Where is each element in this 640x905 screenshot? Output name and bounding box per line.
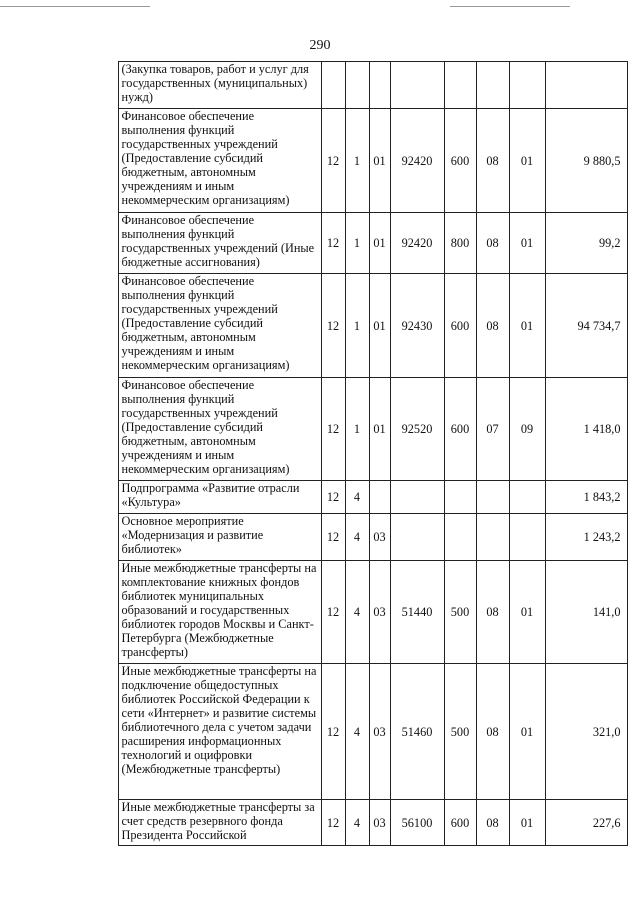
code-cell: 07 [476, 378, 509, 481]
code-cell: 12 [321, 213, 345, 274]
code-cell: 600 [444, 109, 476, 213]
amount-cell: 1 418,0 [545, 378, 627, 481]
code-cell: 01 [369, 378, 390, 481]
amount-cell: 321,0 [545, 664, 627, 800]
code-cell: 01 [369, 274, 390, 378]
code-cell: 01 [369, 213, 390, 274]
code-cell: 01 [509, 800, 545, 846]
table-row [87, 213, 627, 274]
code-cell: 01 [369, 109, 390, 213]
budget-table [87, 61, 628, 846]
code-cell [509, 62, 545, 109]
code-cell [390, 62, 444, 109]
code-cell: 01 [509, 274, 545, 378]
code-cell [444, 481, 476, 514]
row-description: Финансовое обеспечение выполнения функций государственных учреждений (Предоставление субсидий бюджетным, автономным учреждениям и иным некоммерческим организациям) [118, 378, 321, 481]
code-cell: 600 [444, 800, 476, 846]
code-cell: 03 [369, 664, 390, 800]
table-row [87, 561, 627, 664]
row-description: Иные межбюджетные трансферты за счет средств резервного фонда Президента Российской [118, 800, 321, 846]
table-row [87, 664, 627, 800]
code-cell: 4 [345, 481, 369, 514]
amount-cell [545, 62, 627, 109]
code-cell: 08 [476, 664, 509, 800]
code-cell: 1 [345, 213, 369, 274]
code-cell [369, 481, 390, 514]
code-cell: 01 [509, 664, 545, 800]
amount-cell: 227,6 [545, 800, 627, 846]
code-cell [444, 514, 476, 561]
code-cell: 1 [345, 274, 369, 378]
code-cell: 01 [509, 561, 545, 664]
code-cell: 51440 [390, 561, 444, 664]
code-cell: 12 [321, 274, 345, 378]
code-cell: 12 [321, 664, 345, 800]
table-row [87, 274, 627, 378]
code-cell: 4 [345, 800, 369, 846]
code-cell: 12 [321, 109, 345, 213]
code-cell: 08 [476, 561, 509, 664]
code-cell [369, 62, 390, 109]
row-description: Финансовое обеспечение выполнения функций государственных учреждений (Предоставление субсидий бюджетным, автономным учреждениям и иным некоммерческим организациям) [118, 274, 321, 378]
code-cell: 03 [369, 561, 390, 664]
code-cell: 500 [444, 561, 476, 664]
code-cell: 08 [476, 800, 509, 846]
code-cell: 12 [321, 481, 345, 514]
row-description: Иные межбюджетные трансферты на комплектование книжных фондов библиотек муниципальных образований и государственных библиотек городов Москвы и Санкт-Петербурга (Межбюджетные трансферты) [118, 561, 321, 664]
amount-cell: 94 734,7 [545, 274, 627, 378]
row-description: (Закупка товаров, работ и услуг для государственных (муниципальных) нужд) [118, 62, 321, 109]
code-cell: 4 [345, 514, 369, 561]
amount-cell: 1 843,2 [545, 481, 627, 514]
scan-edge-mark-left [0, 6, 150, 7]
page-number: 290 [309, 38, 331, 53]
code-cell: 12 [321, 800, 345, 846]
code-cell: 08 [476, 213, 509, 274]
code-cell: 4 [345, 561, 369, 664]
code-cell: 01 [509, 213, 545, 274]
row-description: Подпрограмма «Развитие отрасли «Культура» [118, 481, 321, 514]
code-cell: 12 [321, 378, 345, 481]
row-description: Основное мероприятие «Модернизация и развитие библиотек» [118, 514, 321, 561]
table-row [87, 378, 627, 481]
code-cell [476, 514, 509, 561]
scan-edge-mark-right [450, 6, 570, 7]
code-cell: 01 [509, 109, 545, 213]
code-cell: 92420 [390, 213, 444, 274]
table-row [87, 481, 627, 514]
code-cell: 12 [321, 514, 345, 561]
code-cell: 600 [444, 274, 476, 378]
amount-cell: 99,2 [545, 213, 627, 274]
code-cell [390, 514, 444, 561]
code-cell [444, 62, 476, 109]
code-cell: 92420 [390, 109, 444, 213]
code-cell: 4 [345, 664, 369, 800]
amount-cell: 141,0 [545, 561, 627, 664]
row-description: Финансовое обеспечение выполнения функций государственных учреждений (Предоставление субсидий бюджетным, автономным учреждениям и иным некоммерческим организациям) [118, 109, 321, 213]
code-cell [476, 481, 509, 514]
code-cell: 600 [444, 378, 476, 481]
code-cell: 1 [345, 109, 369, 213]
code-cell: 51460 [390, 664, 444, 800]
code-cell [390, 481, 444, 514]
code-cell: 08 [476, 274, 509, 378]
amount-cell: 1 243,2 [545, 514, 627, 561]
code-cell [509, 514, 545, 561]
code-cell: 56100 [390, 800, 444, 846]
code-cell: 12 [321, 561, 345, 664]
code-cell: 1 [345, 378, 369, 481]
table-row [87, 514, 627, 561]
table-row [87, 800, 627, 846]
code-cell [345, 62, 369, 109]
code-cell [476, 62, 509, 109]
code-cell: 03 [369, 800, 390, 846]
table-row [87, 109, 627, 213]
code-cell: 09 [509, 378, 545, 481]
code-cell [321, 62, 345, 109]
row-description: Иные межбюджетные трансферты на подключение общедоступных библиотек Российской Федерации к сети «Интернет» и развитие системы библиотечного дела с учетом задачи расширения информационных технологий и оцифровки (Межбюджетные трансферты) [118, 664, 321, 800]
row-description: Финансовое обеспечение выполнения функций государственных учреждений (Иные бюджетные ассигнования) [118, 213, 321, 274]
table-row [87, 62, 627, 109]
code-cell: 92520 [390, 378, 444, 481]
code-cell: 800 [444, 213, 476, 274]
code-cell: 03 [369, 514, 390, 561]
code-cell: 500 [444, 664, 476, 800]
amount-cell: 9 880,5 [545, 109, 627, 213]
code-cell: 92430 [390, 274, 444, 378]
code-cell [509, 481, 545, 514]
code-cell: 08 [476, 109, 509, 213]
